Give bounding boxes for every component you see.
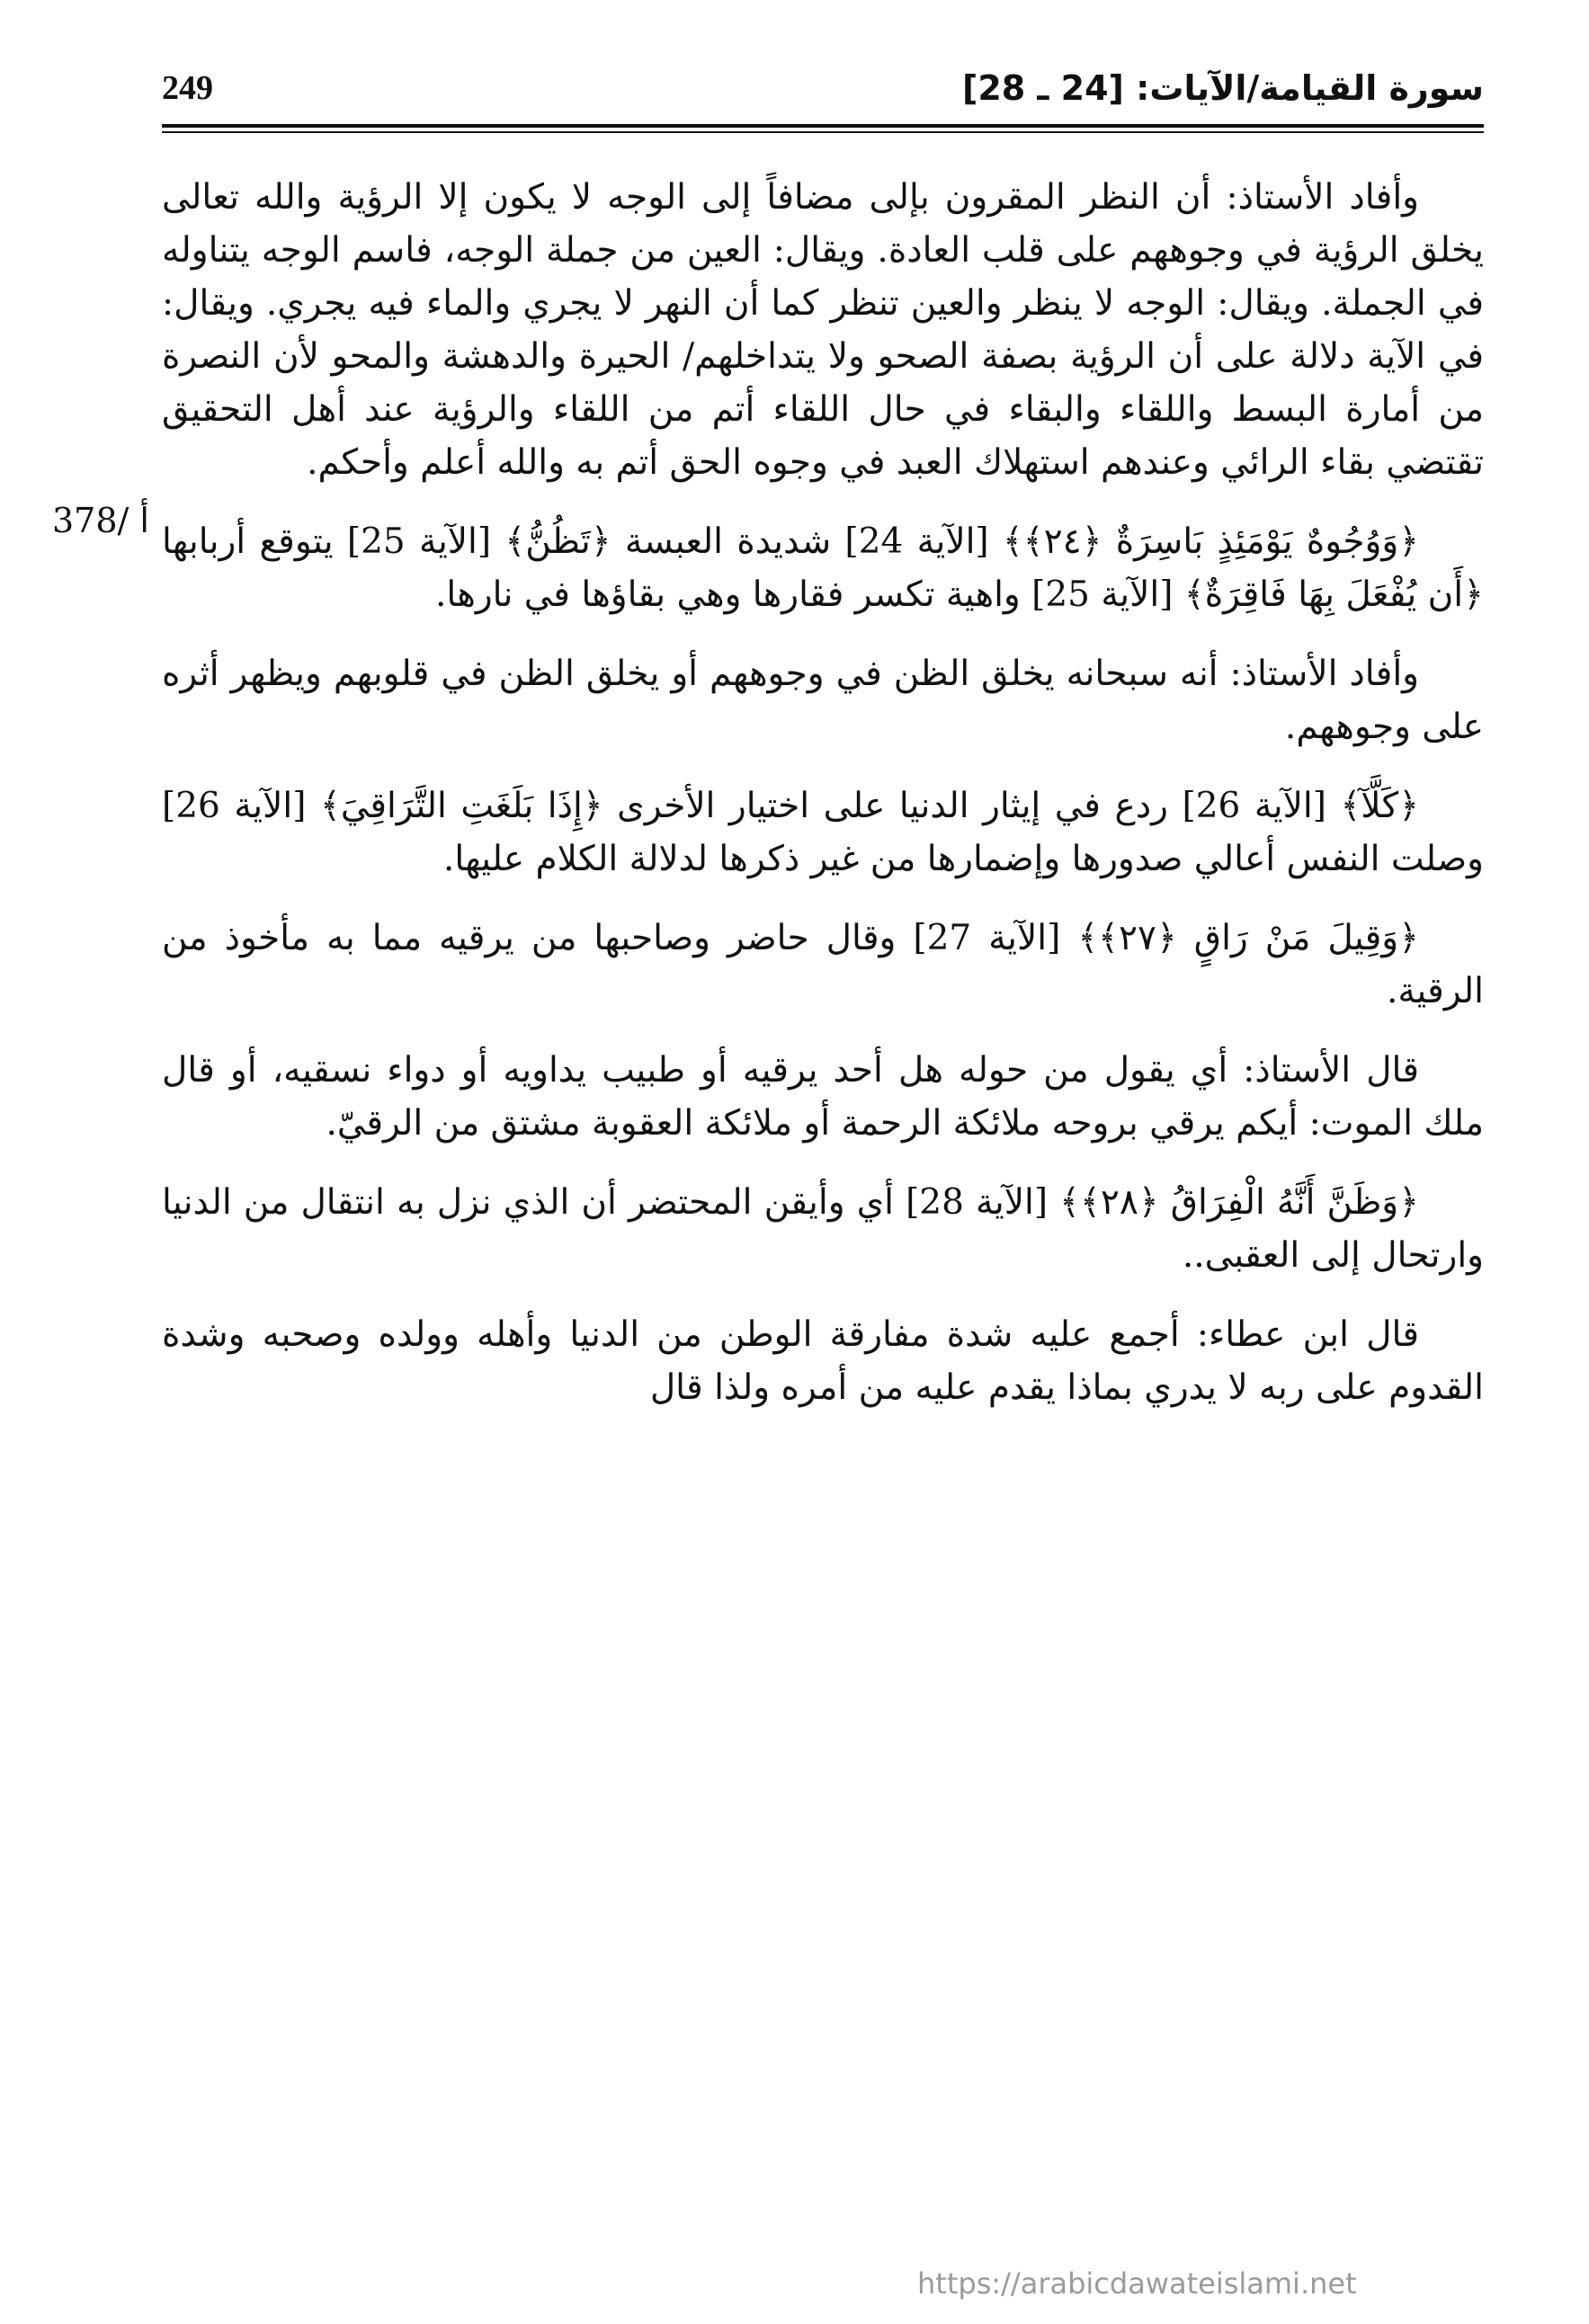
paragraph-1: وأفاد الأستاذ: أن النظر المقرون بإلى مضافاً إلى الوجه لا يكون إلا الرؤية والله تعالى يخلق الرؤية في وجوههم على قلب العادة. ويقال: العين من جملة الوجه، فاسم الوجه يتناوله في الجملة. ويقال: الوجه لا ينظر والعين تنظر كما أن النهر لا يجري والماء فيه يجري. ويقال: في الآية دلالة على أن الرؤية بصفة الصحو ولا يتداخلهم/ الحيرة والدهشة والمحو لأن النصرة من أمارة البسط واللقاء والبقاء في حال اللقاء أتم من اللقاء والرؤية عند أهل التحقيق تقتضي بقاء الرائي وعندهم استهلاك العبد في وجوه الحق أتم به والله أعلم وأحكم. (162, 177, 1484, 483)
paragraph-7: ﴿وَظَنَّ أَنَّهُ الْفِرَاقُ ﴿٢٨﴾﴾ [الآية 28] أي وأيقن المحتضر أن الذي نزل به انتقال من الدنيا وارتحال إلى العقبى.. (162, 1182, 1484, 1276)
main-text (162, 171, 1484, 1414)
header-rule-thin (162, 131, 1484, 133)
paragraph-5: ﴿وَقِيلَ مَنْ رَاقٍ ﴿٢٧﴾﴾ [الآية 27] وقال حاضر وصاحبها من يرقيه مما به مأخوذ من الرقية. (162, 918, 1484, 1011)
manuscript-folio-note: 378/ أ (52, 501, 149, 540)
header-rule-thick (162, 124, 1484, 128)
page-number: 249 (162, 69, 213, 107)
paragraph-6: قال الأستاذ: أي يقول من حوله هل أحد يرقيه أو طبيب يداويه أو دواء نسقيه، أو قال ملك الموت: أيكم يرقي بروحه ملائكة الرحمة أو ملائكة العقوبة مشتق من الرقيّ. (162, 1050, 1484, 1144)
paragraph-2: ﴿وَوُجُوهٌ يَوْمَئِذٍ بَاسِرَةٌ ﴿٢٤﴾﴾ [الآية 24] شديدة العبسة ﴿تَظُنُّ﴾ [الآية 25] يتوقع أربابها ﴿أَن يُفْعَلَ بِهَا فَاقِرَةٌ﴾ [الآية 25] واهية تكسر فقارها وهي بقاؤها في نارها. (162, 521, 1484, 615)
watermark-url: https://arabicdawateislami.net (917, 2266, 1357, 2301)
paragraph-4: ﴿كَلَّآ﴾ [الآية 26] ردع في إيثار الدنيا على اختيار الأخرى ﴿إِذَا بَلَغَتِ التَّرَاقِيَ﴾ [الآية 26] وصلت النفس أعالي صدورها وإضمارها من غير ذكرها لدلالة الكلام عليها. (162, 786, 1484, 879)
surah-title: سورة القيامة/الآيات: [24 ـ 28] (961, 68, 1484, 108)
paragraph-3: وأفاد الأستاذ: أنه سبحانه يخلق الظن في وجوههم أو يخلق الظن في قلوبهم ويظهر أثره على وجوههم. (162, 654, 1484, 747)
paragraph-8: قال ابن عطاء: أجمع عليه شدة مفارقة الوطن من الدنيا وأهله وولده وصحبه وشدة القدوم على ربه لا يدري بماذا يقدم عليه من أمره ولذا قال (162, 1314, 1484, 1408)
running-header (162, 63, 1484, 117)
